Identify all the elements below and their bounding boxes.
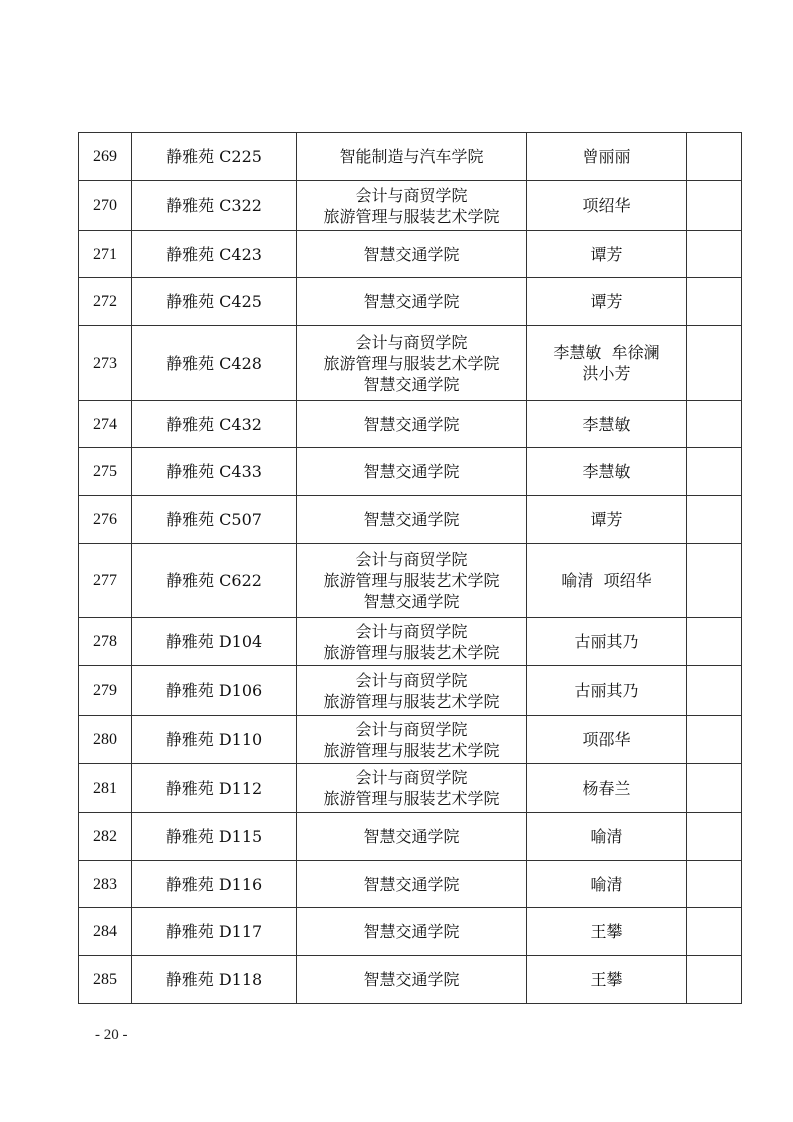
- department-line: 会计与商贸学院: [355, 550, 468, 569]
- row-number-cell: 269: [79, 133, 132, 181]
- table-row: [79, 764, 742, 813]
- row-number-cell: 279: [79, 666, 132, 716]
- department-line: 会计与商贸学院: [355, 185, 468, 205]
- table-row: [79, 401, 742, 448]
- room-cell: 静雅苑 C423: [132, 231, 297, 278]
- person-in-charge-cell: [527, 133, 687, 181]
- person-in-charge-cell: [527, 326, 687, 401]
- room-cell: 静雅苑 C425: [132, 278, 297, 326]
- department-line: 旅游管理与服装艺术学院: [323, 571, 500, 590]
- room-cell: 静雅苑 D115: [132, 813, 297, 861]
- person-line: 谭芳: [590, 244, 623, 264]
- remarks-cell: [687, 544, 742, 618]
- room-cell: 静雅苑 D118: [132, 956, 297, 1004]
- row-number-cell: 283: [79, 861, 132, 908]
- room-cell: 静雅苑 D112: [132, 764, 297, 813]
- room-cell: 静雅苑 D110: [132, 716, 297, 764]
- remarks-cell: [687, 908, 742, 956]
- person-in-charge-cell: [527, 764, 687, 813]
- department-line: 智慧交通学院: [363, 874, 460, 894]
- row-number-cell: 273: [79, 326, 132, 401]
- department-cell: [297, 448, 527, 496]
- person-line: 喻清: [590, 827, 623, 846]
- row-number-cell: 272: [79, 278, 132, 326]
- person-line: 喻清: [590, 874, 623, 894]
- department-cell: [297, 544, 527, 618]
- department-cell: [297, 908, 527, 956]
- remarks-cell: [687, 861, 742, 908]
- department-line: 旅游管理与服装艺术学院: [323, 691, 500, 711]
- room-cell: 静雅苑 D104: [132, 618, 297, 666]
- person-in-charge-cell: [527, 956, 687, 1004]
- table-row: [79, 544, 742, 618]
- row-number-cell: 281: [79, 764, 132, 813]
- person-in-charge-cell: [527, 618, 687, 666]
- remarks-cell: [687, 278, 742, 326]
- room-cell: 静雅苑 C507: [132, 496, 297, 544]
- room-cell: 静雅苑 C428: [132, 326, 297, 401]
- department-cell: [297, 496, 527, 544]
- row-number-cell: 282: [79, 813, 132, 861]
- department-cell: [297, 716, 527, 764]
- row-number-cell: 285: [79, 956, 132, 1004]
- remarks-cell: [687, 813, 742, 861]
- row-number-cell: 284: [79, 908, 132, 956]
- department-cell: [297, 956, 527, 1004]
- remarks-cell: [687, 618, 742, 666]
- page-number: - 20 -: [95, 1027, 128, 1043]
- department-line: 智慧交通学院: [363, 592, 460, 611]
- person-line: 王攀: [590, 922, 623, 941]
- room-cell: 静雅苑 C622: [132, 544, 297, 618]
- table-row: [79, 326, 742, 401]
- table-row: [79, 448, 742, 496]
- person-line: 曾丽丽: [582, 147, 631, 166]
- table-row: [79, 666, 742, 716]
- room-cell: 静雅苑 C322: [132, 181, 297, 231]
- department-cell: [297, 618, 527, 666]
- department-cell: [297, 278, 527, 326]
- row-number-cell: 277: [79, 544, 132, 618]
- department-line: 智慧交通学院: [363, 292, 460, 311]
- table-row: [79, 813, 742, 861]
- table-body: [79, 133, 742, 1004]
- department-cell: [297, 401, 527, 448]
- department-cell: [297, 764, 527, 813]
- department-cell: [297, 231, 527, 278]
- person-line: 李慧敏: [582, 462, 631, 481]
- person-line: 喻清 项绍华: [561, 571, 652, 590]
- person-line: 洪小芳: [582, 364, 631, 383]
- person-in-charge-cell: [527, 544, 687, 618]
- person-line: 项邵华: [582, 730, 631, 749]
- person-line: 李慧敏: [582, 414, 631, 434]
- person-in-charge-cell: [527, 813, 687, 861]
- department-cell: [297, 181, 527, 231]
- room-cell: 静雅苑 D116: [132, 861, 297, 908]
- person-line: 谭芳: [590, 510, 623, 529]
- dormitory-assignment-table: [78, 132, 742, 1004]
- department-cell: [297, 861, 527, 908]
- remarks-cell: [687, 326, 742, 401]
- row-number-cell: 270: [79, 181, 132, 231]
- person-in-charge-cell: [527, 908, 687, 956]
- department-line: 智慧交通学院: [363, 462, 460, 481]
- department-line: 旅游管理与服装艺术学院: [323, 353, 500, 373]
- person-line: 王攀: [590, 970, 623, 989]
- remarks-cell: [687, 181, 742, 231]
- room-cell: 静雅苑 D117: [132, 908, 297, 956]
- person-line: 李慧敏 牟徐澜: [553, 343, 660, 362]
- remarks-cell: [687, 133, 742, 181]
- department-line: 智慧交通学院: [363, 922, 460, 941]
- person-in-charge-cell: [527, 278, 687, 326]
- department-line: 旅游管理与服装艺术学院: [323, 789, 500, 808]
- remarks-cell: [687, 666, 742, 716]
- person-in-charge-cell: [527, 401, 687, 448]
- person-in-charge-cell: [527, 666, 687, 716]
- person-in-charge-cell: [527, 496, 687, 544]
- department-line: 旅游管理与服装艺术学院: [323, 740, 500, 760]
- table-row: [79, 861, 742, 908]
- department-line: 智慧交通学院: [363, 374, 460, 394]
- table-row: [79, 181, 742, 231]
- table-row: [79, 956, 742, 1004]
- department-line: 旅游管理与服装艺术学院: [323, 642, 500, 662]
- department-line: 智慧交通学院: [363, 970, 460, 989]
- department-line: 会计与商贸学院: [355, 621, 468, 641]
- department-line: 会计与商贸学院: [355, 719, 468, 739]
- department-cell: [297, 813, 527, 861]
- room-cell: 静雅苑 C433: [132, 448, 297, 496]
- remarks-cell: [687, 448, 742, 496]
- remarks-cell: [687, 496, 742, 544]
- remarks-cell: [687, 764, 742, 813]
- department-line: 智慧交通学院: [363, 510, 460, 529]
- person-line: 古丽其乃: [574, 681, 639, 700]
- row-number-cell: 275: [79, 448, 132, 496]
- room-cell: 静雅苑 C432: [132, 401, 297, 448]
- table-row: [79, 618, 742, 666]
- row-number-cell: 278: [79, 618, 132, 666]
- room-cell: 静雅苑 C225: [132, 133, 297, 181]
- department-line: 智慧交通学院: [363, 827, 460, 846]
- row-number-cell: 274: [79, 401, 132, 448]
- department-cell: [297, 133, 527, 181]
- department-line: 智慧交通学院: [363, 244, 460, 264]
- department-line: 会计与商贸学院: [355, 332, 468, 352]
- table-row: [79, 133, 742, 181]
- department-line: 会计与商贸学院: [355, 768, 468, 787]
- row-number-cell: 276: [79, 496, 132, 544]
- person-line: 古丽其乃: [574, 632, 639, 651]
- remarks-cell: [687, 716, 742, 764]
- department-line: 会计与商贸学院: [355, 670, 468, 690]
- person-in-charge-cell: [527, 861, 687, 908]
- table-row: [79, 278, 742, 326]
- table-row: [79, 716, 742, 764]
- department-cell: [297, 326, 527, 401]
- department-line: 旅游管理与服装艺术学院: [323, 206, 500, 226]
- department-line: 智慧交通学院: [363, 414, 460, 434]
- person-line: 杨春兰: [582, 778, 631, 798]
- row-number-cell: 271: [79, 231, 132, 278]
- remarks-cell: [687, 401, 742, 448]
- person-line: 谭芳: [590, 292, 623, 311]
- person-in-charge-cell: [527, 181, 687, 231]
- row-number-cell: 280: [79, 716, 132, 764]
- room-cell: 静雅苑 D106: [132, 666, 297, 716]
- table-row: [79, 496, 742, 544]
- table-row: [79, 231, 742, 278]
- person-line: 项绍华: [582, 196, 631, 215]
- department-line: 智能制造与汽车学院: [339, 147, 484, 166]
- remarks-cell: [687, 956, 742, 1004]
- person-in-charge-cell: [527, 448, 687, 496]
- remarks-cell: [687, 231, 742, 278]
- table-row: [79, 908, 742, 956]
- person-in-charge-cell: [527, 716, 687, 764]
- person-in-charge-cell: [527, 231, 687, 278]
- department-cell: [297, 666, 527, 716]
